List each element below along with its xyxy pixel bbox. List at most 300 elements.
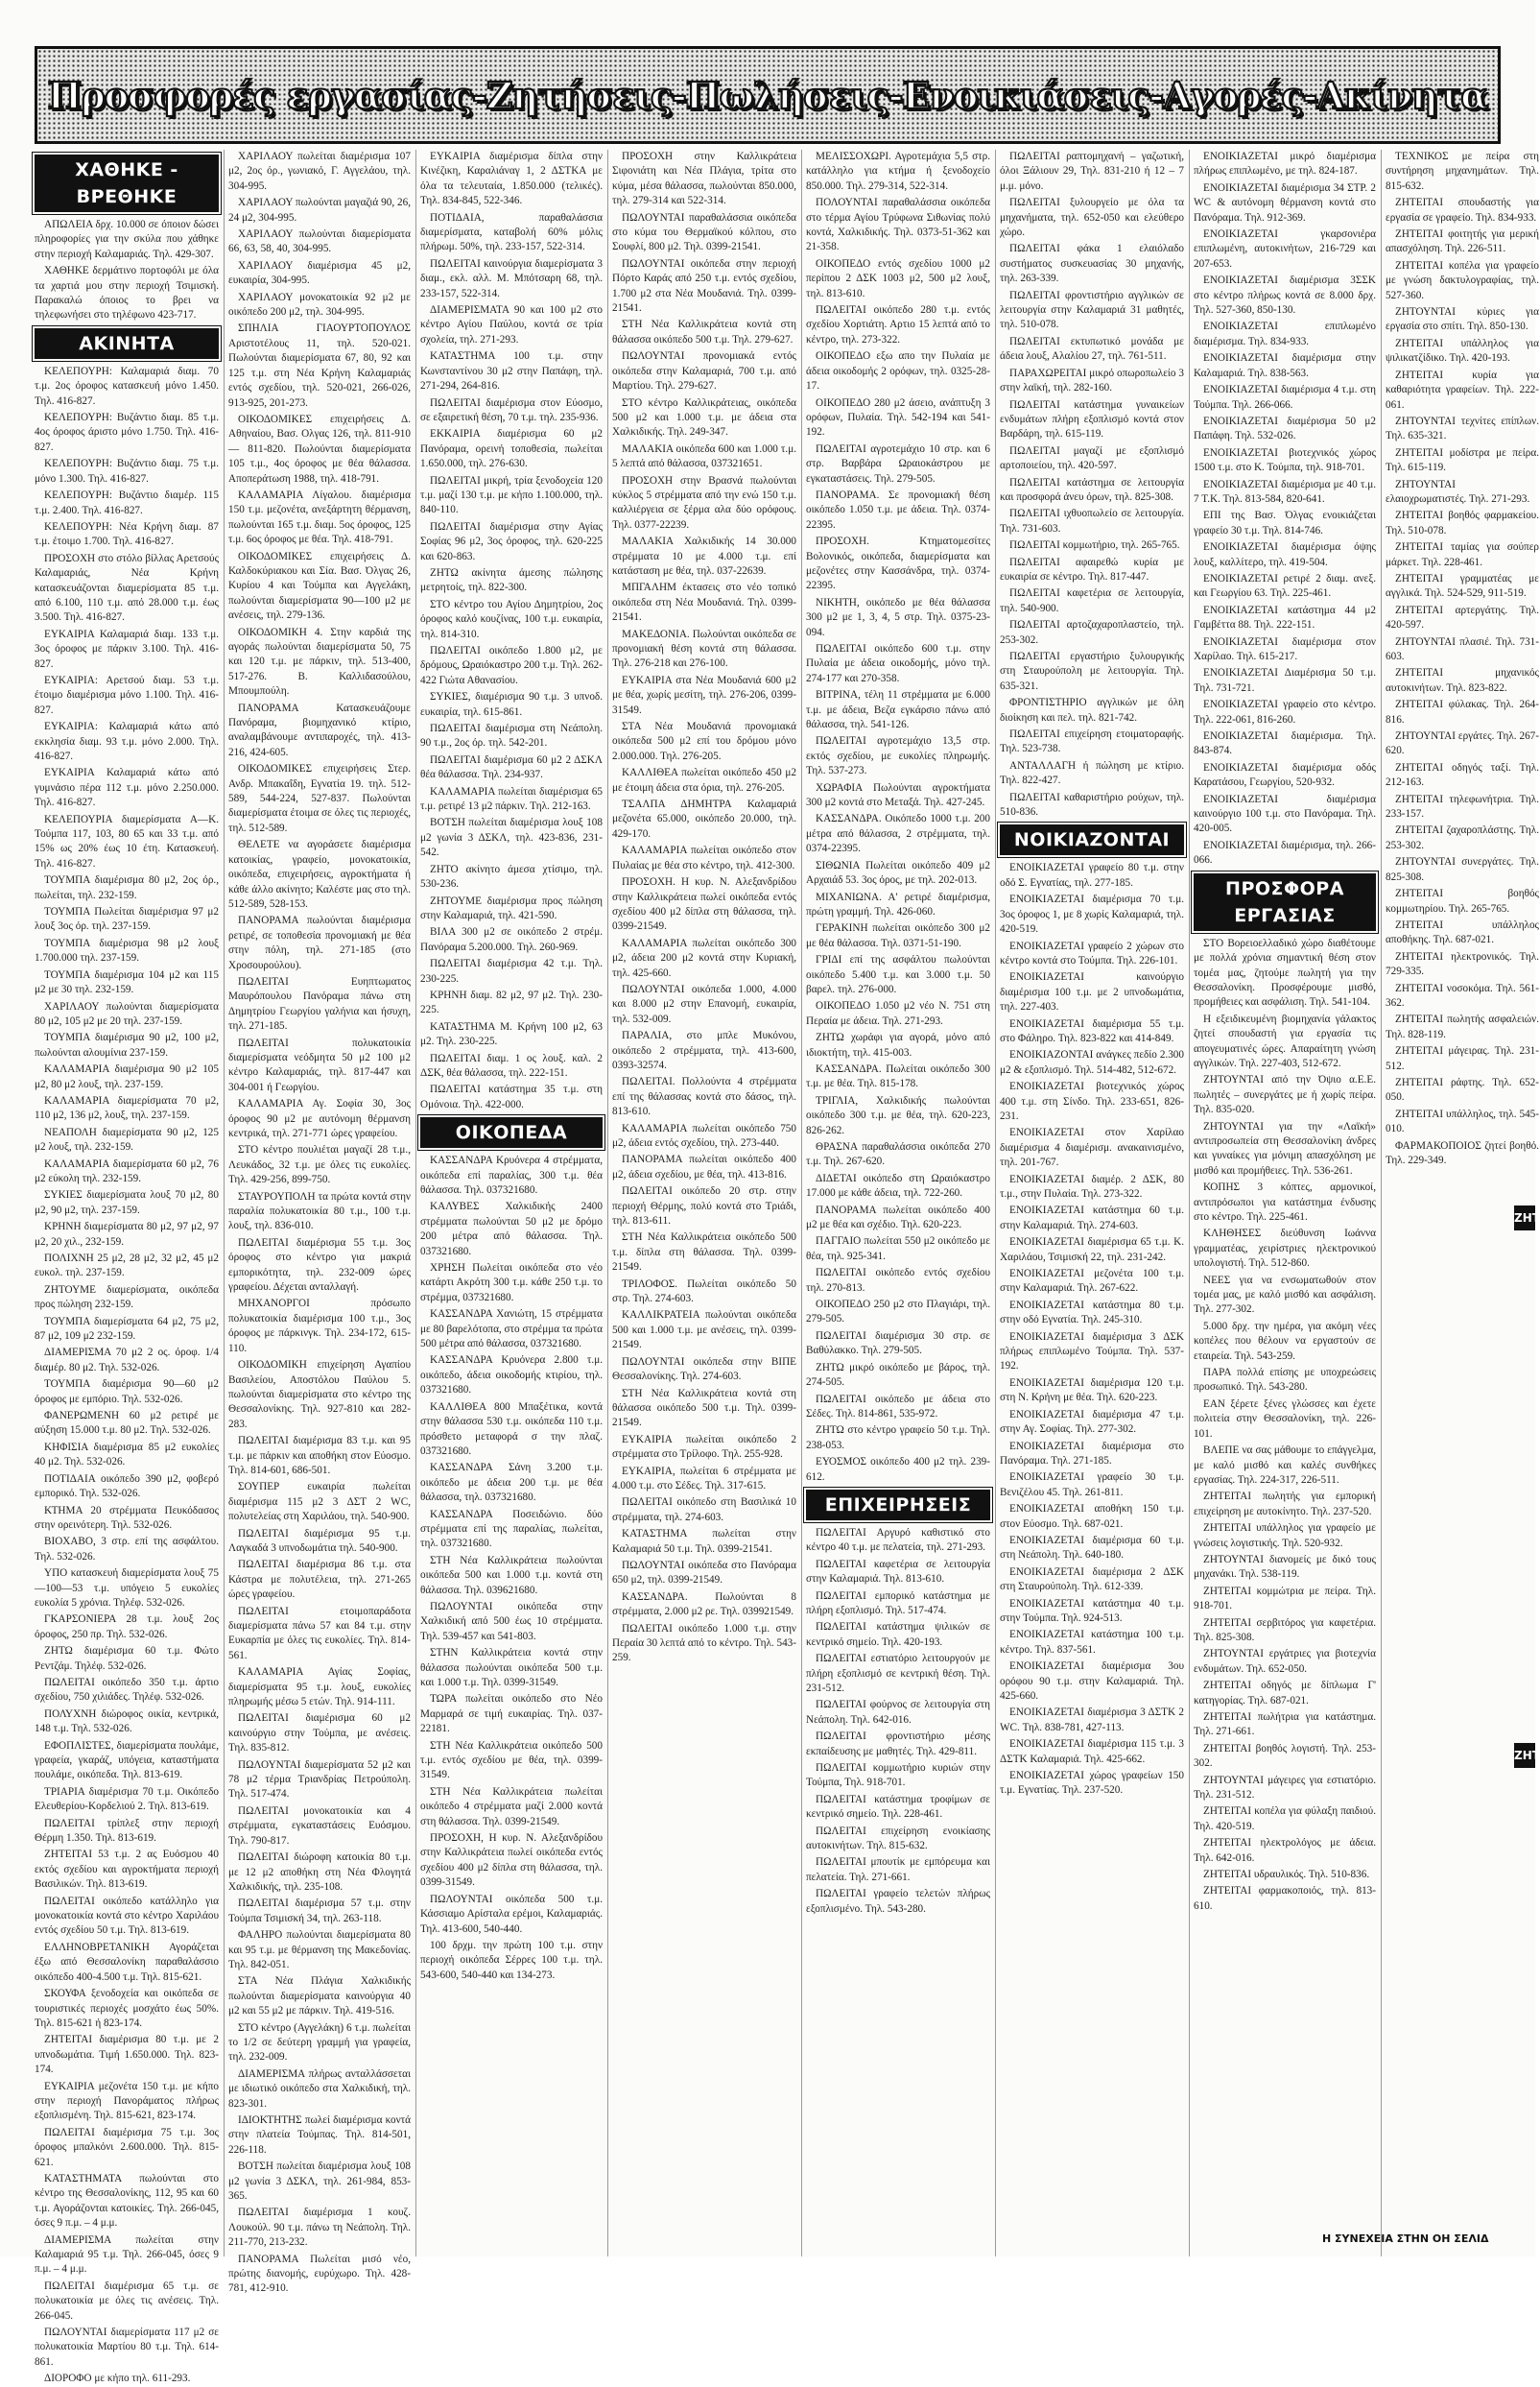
- classified-ad: ΚΑΛΑΜΑΡΙΑ πωλείται οικόπεδο 750 μ2, άδεια εντός σχεδίου, τηλ. 273-440.: [612, 1122, 796, 1149]
- classified-ad: ΖΗΤΕΙΤΑΙ κομμώτρια με πείρα. Τηλ. 918-701.: [1194, 1585, 1376, 1612]
- classified-ad: ΚΑΛΑΜΑΡΙΑ Αγ. Σοφία 30, 3ος όροφος 90 μ2 με αυτόνομη θέρμανση κεντρικά, τηλ. 271-771 ώρες γραφείου.: [228, 1098, 411, 1139]
- classified-ad: ΠΩΛΕΙΤΑΙ Αργυρό καθιστικό στο κέντρο 40 τ.μ. με πελατεία, τηλ. 271-293.: [806, 1526, 990, 1554]
- classified-ad: ΟΙΚΟΠΕΔΟ 1.050 μ2 νέο Ν. 751 στη Περαία με άδεια. Τηλ. 271-293.: [806, 1000, 990, 1027]
- classified-ad: ΠΩΛΕΙΤΑΙ καφετέρια σε λειτουργία, τηλ. 540-900.: [1000, 587, 1184, 614]
- classified-ad: ΕΑΝ ξέρετε ξένες γλώσσες και έχετε πολιτεία στην Θεσσαλονίκη, τηλ. 226-101.: [1194, 1397, 1376, 1440]
- classified-ad: ΠΡΟΣΟΧΗ. Κτηματομεσίτες Βολονικός, οικόπεδα, διαμερίσματα και μεζονέτες στην Κασσάνδρα, τηλ. 0374-22395.: [806, 536, 990, 592]
- classified-ad: ΠΩΛΟΥΝΤΑΙ οικόπεδα 1.000, 4.000 και 8.000 μ2 στην Επανομή, ευκαιρία, τηλ. 532-009.: [612, 983, 796, 1025]
- classified-ad: ΠΩΛΕΙΤΑΙ καινούργια διαμερίσματα 3 διαμ., εκλ. αλλ. Μ. Μπότσαρη 68, τηλ. 233-157, 522-314.: [420, 257, 603, 299]
- classified-ad: ΠΩΛΟΥΝΤΑΙ παραθαλάσσια οικόπεδα στο κύμα του Θερμαϊκού κόλπου, στο Σουφλί, 800 μ2. Τηλ. 0399-21541.: [612, 211, 796, 253]
- classified-ad: ΤΟΥΜΠΑ διαμέρισμα 90 μ2, 100 μ2, πωλούνται αλουμίνια 237-159.: [35, 1032, 219, 1059]
- classified-ad: ΣΤΗ Νέα Καλλικράτεια πωλούνται οικόπεδα 500 και 1.000 τ.μ. κοντά στη θάλασσα. Τηλ. 039621680.: [420, 1554, 603, 1596]
- classified-ad: ΠΑΡΑΧΩΡΕΙΤΑΙ μικρό οπωροπωλείο 3 στην λαϊκή, τηλ. 282-160.: [1000, 367, 1184, 394]
- classified-ad: ΕΝΟΙΚΙΑΖΕΤΑΙ διαμέρισμα 34 ΣΤΡ. 2 WC & αυτόνομη θέρμανση κοντά στο Πανόραμα. Τηλ. 912-369.: [1194, 181, 1376, 224]
- classified-ad: ΕΥΚΑΙΡΙΑ: Αρετσού διαμ. 53 τ.μ. έτοιμο διαμέρισμα μόνο 1.100. Τηλ. 416-827.: [35, 674, 219, 716]
- classified-ad: ΖΗΤΕΙΤΑΙ ηλεκτρονικός. Τηλ. 729-335.: [1386, 950, 1539, 978]
- classified-ad: ΕΝΟΙΚΙΑΖΕΤΑΙ διαμέρισμα 2 ΔΣΚ στη Σταυρούπολη. Τηλ. 612-339.: [1000, 1565, 1184, 1593]
- classified-ad: ΕΥΚΑΙΡΙΑ, πωλείται 6 στρέμματα με 4.000 τ.μ. στο Σέδες. Τηλ. 317-615.: [612, 1465, 796, 1492]
- classified-ad: ΕΝΟΙΚΙΑΖΕΤΑΙ γκαρσονιέρα επιπλωμένη, αυτοκινήτων, 216-729 και 207-653.: [1194, 228, 1376, 270]
- classified-ad: ΚΕΛΕΠΟΥΡΗ: Βυζάντιο διαμέρ. 115 τ.μ. 2.400. Τηλ. 416-827.: [35, 489, 219, 516]
- classified-ad: ΟΙΚΟΔΟΜΙΚΗ 4. Στην καρδιά της αγοράς πωλούνται διαμερίσματα 50, 75 και 120 τ.μ. με πάρκιν, τηλ. 513-400, 517-276. Β. Καλλιδασούλου, Μπουμπούλη.: [228, 626, 411, 698]
- classified-ad: ΕΝΟΙΚΙΑΖΕΤΑΙ διαμέρισμα 65 τ.μ. Κ. Χαριλάου, Τσιμισκή 22, τηλ. 231-242.: [1000, 1236, 1184, 1263]
- classified-ad: ΣΤΗ Νέα Καλλικράτεια κοντά στη θάλασσα οικόπεδο 500 τ.μ. Τηλ. 0399-21549.: [612, 1387, 796, 1429]
- classified-ad: ΠΩΛΕΙΤΑΙ διαμέρισμα 95 τ.μ. Λαγκαδά 3 υπνοδωμάτια τηλ. 540-900.: [228, 1527, 411, 1554]
- classified-ad: ΚΑΣΣΑΝΔΡΑ. Πωλείται οικόπεδο 300 τ.μ. με θέα. Τηλ. 815-178.: [806, 1062, 990, 1090]
- classified-ad: ΖΗΤΟΥΝΤΑΙ εργάτες. Τηλ. 267-620.: [1386, 730, 1539, 757]
- classified-ad: ΕΝΟΙΚΙΑΖΕΤΑΙ διαμέρισμα στο Πανόραμα. Τηλ. 271-185.: [1000, 1440, 1184, 1467]
- classified-ad: ΤΕΧΝΙΚΟΣ με πείρα στη συντήρηση μηχανημάτων. Τηλ. 815-632.: [1386, 151, 1539, 192]
- continued-note: Η ΣΥΝΕΧΕΙΑ ΣΤΗΝ ΟΗ ΣΕΛΙΔ: [1322, 2232, 1489, 2245]
- section-heading: ΝΟΙΚΙΑΖΟΝΤΑΙ: [1000, 824, 1184, 855]
- classified-ad: ΠΩΛΕΙΤΑΙ διαμ. 1 ος λουξ. καλ. 2 ΔΣΚ, θέα θάλασσα, τηλ. 222-151.: [420, 1052, 603, 1079]
- classified-ad: ΜΑΛΑΚΙΑ Χαλκιδικής 14 30.000 στρέμματα 10 με 4.000 τ.μ. επί κατάσταση με θέα, τηλ. 037-22639.: [612, 536, 796, 577]
- classified-ad: ΕΥΚΑΙΡΙΑ: Καλαμαριά κάτω από εκκλησία διαμ. 93 τ.μ. μόνο 2.000. Τηλ. 416-827.: [35, 721, 219, 762]
- ad-column: [35, 150, 219, 2385]
- classified-ad: ΖΗΤΟΥΝΤΑΙ πλασιέ. Τηλ. 731-603.: [1386, 635, 1539, 662]
- classified-ad: ΚΑΛΑΜΑΡΙΑ Λίγαλου. διαμέρισμα 150 τ.μ. μεζονέτα, ανεξάρτητη θέρμανση, πωλούνται 165 τ.μ. διαμ. 5ος όροφος, 125 τ.μ. 6ος όροφος με θέα. Τηλ. 418-791.: [228, 489, 411, 546]
- classified-ad: ΧΑΡΙΛΑΟΥ πωλούνται διαμερίσματα 66, 63, 58, 40, 304-995.: [228, 228, 411, 255]
- classified-ad: ΖΗΤΟΥΝΤΑΙ από την Όψιο α.Ε.Ε. πωλητές – συνεργάτες με ή χωρίς πείρα. Τηλ. 835-020.: [1194, 1074, 1376, 1116]
- classified-ad: ΕΥΚΑΙΡΙΑ στα Νέα Μουδανιά 600 μ2 με θέα, χωρίς μεσίτη, τηλ. 276-206, 0399-31549.: [612, 674, 796, 716]
- classified-ad: ΣΤΟ κέντρο πουλιέται μαγαζί 28 τ.μ., Λευκάδος, 32 τ.μ. με όλες τις ευκολίες. Τηλ. 429-256, 899-750.: [228, 1144, 411, 1186]
- classified-ad: ΠΩΛΕΙΤΑΙ κομμωτήριο, τηλ. 265-765.: [1009, 539, 1180, 552]
- classified-ad: ΠΩΛΕΙΤΑΙ διαμέρισμα στην Αγίας Σοφίας 96 μ2, 3ος όροφος, τηλ. 620-225 και 620-863.: [420, 520, 603, 562]
- classified-ad: ΕΠΙ της Βασ. Όλγας ενοικιάζεται γραφείο 30 τ.μ. Τηλ. 814-746.: [1194, 510, 1376, 537]
- classified-ad: ΠΩΛΕΙΤΑΙ διαμέρισμα 30 στρ. σε Βαθύλακκο. Τηλ. 279-505.: [806, 1329, 990, 1357]
- classified-ad: ΖΗΤΕΙΤΑΙ πωλητής για εμπορική επιχείρηση με αυτοκίνητο. Τηλ. 237-520.: [1194, 1491, 1376, 1517]
- classified-ad: ΘΡΑΣΝΑ παραθαλάσσια οικόπεδα 270 τ.μ. Τηλ. 267-620.: [806, 1141, 990, 1168]
- classified-ad: ΕΥΟΣΜΟΣ οικόπεδο 400 μ2 τηλ. 239-612.: [806, 1456, 990, 1483]
- classified-ad: ΖΗΤΟΥΝΤΑΙ διανομείς με δικό τους μηχανάκι. Τηλ. 538-119.: [1194, 1553, 1376, 1581]
- classified-ad: ΕΝΟΙΚΙΑΖΕΤΑΙ διαμέρισμα 120 τ.μ. στη Ν. Κρήνη με θέα. Τηλ. 620-223.: [1000, 1376, 1184, 1404]
- classified-ad: ΕΝΟΙΚΙΑΖΕΤΑΙ διαμέρισμα 50 μ2 Παπάφη. Τηλ. 532-026.: [1194, 415, 1376, 442]
- classified-ad: ΠΩΛΕΙΤΑΙ τρίπλεξ στην περιοχή Θέρμη 1.350. Τηλ. 813-619.: [35, 1817, 219, 1845]
- classified-ad: ΕΝΟΙΚΙΑΖΕΤΑΙ διαμέρισμα με 40 τ.μ. 7 Τ.Κ. Τηλ. 813-584, 820-641.: [1194, 478, 1376, 505]
- classified-ad: ΕΥΚΑΙΡΙΑ Καλαμαριά κάτω από γυμνάσιο πέρα 112 τ.μ. μόνο 2.250.000. Τηλ. 416-827.: [35, 767, 219, 809]
- classified-ad: ΔΙΑΜΕΡΙΣΜΑ πωλείται στην Καλαμαριά 95 τ.μ. Τηλ. 266-045, όσες 9 π.μ. – 4 μ.μ.: [35, 2233, 219, 2276]
- classified-ad: ΕΝΟΙΚΙΑΖΕΤΑΙ κατάστημα 40 τ.μ. στην Τούμπα. Τηλ. 924-513.: [1000, 1597, 1184, 1624]
- classified-ad: ΟΙΚΟΔΟΜΙΚΕΣ επιχειρήσεις Δ. Καλδοκύριακου και Σία. Βασ. Όλγας 26, Κυρίου 4 και Τούμπα και Αγγελάκη, πωλούνται διαμερίσματα 90—100 μ2 με ανέσεις, τηλ. 279-136.: [228, 550, 411, 622]
- classified-ad: ΤΟΥΜΠΑ διαμέρισμα 80 μ2, 2ος όρ., πωλείται, τηλ. 232-159.: [35, 874, 219, 901]
- classified-ad: ΓΚΑΡΣΟΝΙΕΡΑ 28 τ.μ. λουξ 2ος όροφος, 250 πρ. Τηλ. 532-026.: [35, 1613, 219, 1640]
- classified-ad: ΠΩΛΕΙΤΑΙ οικόπεδο 1.000 τ.μ. στην Περαία 30 λεπτά από το κέντρο. Τηλ. 543-259.: [612, 1622, 796, 1664]
- classified-ad: ΖΗΤΕΙΤΑΙ αρτεργάτης. Τηλ. 420-597.: [1386, 604, 1539, 632]
- classified-ad: ΠΡΟΣΟΧΗ. Η κυρ. Ν. Αλεξανδρίδου στην Καλλικράτεια πωλεί οικόπεδα εντός σχεδίου 400 μ2 δίπλα στη θάλασσα, τηλ. 0399-21549.: [612, 876, 796, 933]
- classified-ad: ΔΙΔΕΤΑΙ οικόπεδο στη Ωραιόκαστρο 17.000 με κάθε άδεια, τηλ. 722-260.: [806, 1172, 990, 1200]
- classified-ad: ΤΟΥΜΠΑ διαμέρισμα 104 μ2 και 115 μ2 με 30 τηλ. 232-159.: [35, 968, 219, 996]
- classified-ad: ΠΑΝΟΡΑΜΑ Κατασκευάζουμε Πανόραμα, βιομηχανικό κτίριο, αναλαμβάνουμε αντιπαροχές, τηλ. 413-216, 424-605.: [228, 702, 411, 758]
- classified-ad: ΤΟΥΜΠΑ Πωλείται διαμέρισμα 97 μ2 λουξ 3ος όρ. τηλ. 237-159.: [35, 906, 219, 933]
- classified-ad: ΕΝΟΙΚΙΑΖΕΤΑΙ διαμέρισμα στον Χαρίλαο. Τηλ. 615-217.: [1194, 635, 1376, 662]
- classified-ad: ΚΑΛΑΜΑΡΙΑ διαμερίσματα 70 μ2, 110 μ2, 136 μ2, λουξ, τηλ. 237-159.: [35, 1094, 219, 1122]
- classified-ad: ΟΙΚΟΠΕΔΟ εντός σχεδίου 1000 μ2 περίπου 2 ΔΣΚ 1003 μ2, 500 μ2 λουξ, τηλ. 813-610.: [806, 257, 990, 299]
- classified-ad: ΚΑΣΣΑΝΔΡΑ Χανιώτη, 15 στρέμματα με 80 βαρελότοπα, στο στρέμμα τα πρώτα 500 μέτρα από θάλασσα, 037321680.: [420, 1308, 604, 1350]
- classified-ad: ΚΑΣΣΑΝΔΡΑ Ποσειδώνιο. δύο στρέμματα επί της παραλίας, πωλείται, τηλ. 037321680.: [420, 1508, 603, 1550]
- classified-ad: ΖΗΤΕΙΤΑΙ τηλεφωνήτρια. Τηλ. 233-157.: [1386, 793, 1539, 821]
- adjacent-page-edge: [1514, 150, 1540, 2256]
- classified-ad: ΒΙΟΧΑΒΟ, 3 στρ. επί της ασφάλτου. Τηλ. 532-026.: [35, 1536, 219, 1563]
- classified-ad: ΖΗΤΟΥΝΤΑΙ ελαιοχρωματιστές. Τηλ. 271-293.: [1386, 478, 1530, 505]
- classified-ad: ΠΩΛΟΥΝΤΑΙ οικόπεδα στην Χαλκιδική από 500 έως 10 στρέμματα. Τηλ. 539-457 και 541-803.: [420, 1600, 603, 1642]
- classified-ad: ΠΩΛΕΙΤΑΙ ξυλουργείο με όλα τα μηχανήματα, τηλ. 652-050 και ελεύθερο χώρο.: [1000, 197, 1184, 239]
- classified-ad: ΕΛΛΗΝΟΒΡΕΤΑΝΙΚΗ Αγοράζεται έξω από Θεσσαλονίκη παραθαλάσσιο οικόπεδο 400-4.500 τ.μ. Τηλ. 815-621.: [35, 1941, 219, 1983]
- classified-ad: ΚΗΦΙΣΙΑ διαμέρισμα 85 μ2 ευκολίες 40 μ2. Τηλ. 532-026.: [35, 1441, 219, 1468]
- classified-ad: ΚΑΣΣΑΝΔΡΑ. Οικόπεδο 1000 τ.μ. 200 μέτρα από θάλασσα, 2 στρέμματα, τηλ. 0374-22395.: [806, 813, 990, 855]
- classified-ad: ΖΗΤΩ διαμέρισμα 60 τ.μ. Φώτο Ρεντζάμ. Τηλέφ. 532-026.: [35, 1645, 219, 1672]
- classified-ad: ΕΝΟΙΚΙΑΖΕΤΑΙ βιοτεχνικός χώρος 1500 τ.μ. στο Κ. Τούμπα, τηλ. 918-701.: [1194, 446, 1376, 474]
- classified-ad: ΠΑΝΟΡΑΜΑ. Σε προνομιακή θέση οικόπεδο 1.050 τ.μ. με άδεια. Τηλ. 0374-22395.: [806, 489, 990, 531]
- section-heading: ΧΑΘΗΚΕ - ΒΡΕΘΗΚΕ: [35, 155, 219, 212]
- classified-ad: ΚΑΛΑΜΑΡΙΑ πωλείται διαμέρισμα 65 τ.μ. ρετιρέ 13 μ2 πάρκιν. Τηλ. 212-163.: [420, 785, 603, 813]
- classified-ad: ΠΩΛΕΙΤΑΙ φροντιστήριο αγγλικών σε λειτουργία στην Καλαμαριά 31 μαθητές, τηλ. 510-078.: [1000, 289, 1184, 331]
- classified-ad: ΠΩΛΕΙΤΑΙ διαμέρισμα στη Νεάπολη. 90 τ.μ., 2ος όρ. τηλ. 542-201.: [420, 723, 603, 750]
- classified-ad: ΠΩΛΕΙΤΑΙ επιχείρηση ετοιματοραφής. Τηλ. 523-738.: [1000, 728, 1184, 755]
- classified-ad: ΠΩΛΕΙΤΑΙ αγροτεμάχιο 13,5 στρ. εκτός σχεδίου, με ευκολίες πληρωμής. Τηλ. 537-273.: [806, 735, 990, 777]
- classified-ad: ΖΗΤΕΙΤΑΙ υπάλληλος, τηλ. 545-010.: [1386, 1108, 1539, 1135]
- classified-ad: ΠΟΛΙΧΝΗ 25 μ2, 28 μ2, 32 μ2, 45 μ2 ευκολ. τηλ. 237-159.: [35, 1253, 219, 1279]
- classified-ad: ΠΩΛΕΙΤΑΙ οικόπεδο 280 τ.μ. εντός σχεδίου Χορτιάτη. Αρτιο 15 λεπτά από το κέντρο, τηλ. 273-322.: [806, 304, 990, 346]
- classified-ad: ΖΗΤΟΥΝΤΑΙ συνεργάτες. Τηλ. 825-308.: [1386, 856, 1539, 883]
- classified-ad: ΚΑΣΣΑΝΔΡΑ Κρυόνερα 4 στρέμματα, οικόπεδα επί παραλίας, 300 τ.μ. θέα θάλασσα. Τηλ. 037321680.: [420, 1155, 603, 1196]
- classified-ad: ΠΩΛΕΙΤΑΙ οικόπεδο εντός σχεδίου τηλ. 270-813.: [806, 1267, 990, 1294]
- classified-ad: ΣΤΟ Βορειοελλαδικό χώρο διαθέτουμε με πολλά χρόνια σημαντική θέση στον τομέα μας, ζητούμε πωλητή για την Θεσσαλονίκη. Προσφέρουμε μισθό, προμήθειες και ασφάλιση. Τηλ. 541-104.: [1194, 937, 1376, 1009]
- classified-ad: ΙΔΙΟΚΤΗΤΗΣ πωλεί διαμέρισμα κοντά στην πλατεία Τούμπας. Τηλ. 814-501, 226-118.: [228, 2114, 411, 2156]
- classified-ad: ΒΙΛΑ 300 μ2 σε οικόπεδο 2 στρέμ. Πανόραμα 5.200.000. Τηλ. 260-969.: [420, 926, 603, 953]
- classified-ad: ΖΗΤΕΙΤΑΙ οδηγός με δίπλωμα Γ' κατηγορίας. Τηλ. 687-021.: [1194, 1680, 1376, 1707]
- classified-ad: ΖΗΤΕΙΤΑΙ βοηθός λογιστή. Τηλ. 253-302.: [1194, 1742, 1376, 1770]
- classified-ad: ΠΩΛΕΙΤΑΙ μικρή, τρία ξενοδοχεία 120 τ.μ. μαζί 130 τ.μ. με κήπο 1.100.000, τηλ. 840-110.: [420, 474, 603, 516]
- classified-ad: ΕΝΟΙΚΙΑΖΕΤΑΙ κατάστημα 44 μ2 Γαμβέττα 88. Τηλ. 222-151.: [1194, 604, 1376, 632]
- classified-ad: ΖΗΤΕΙΤΑΙ ζαχαροπλάστης. Τηλ. 253-302.: [1386, 824, 1539, 851]
- classified-ad: ΕΝΟΙΚΙΑΖΕΤΑΙ διαμέρισμα 3 ΔΣΚ πλήρως επιπλωμένο Τούμπα. Τηλ. 537-192.: [1000, 1330, 1184, 1373]
- classified-ad: ΖΗΤΕΙΤΑΙ μάγειρας. Τηλ. 231-512.: [1386, 1045, 1539, 1072]
- classified-ad: ΚΑΤΑΣΤΗΜΑ Μ. Κρήνη 100 μ2, 63 μ2. Τηλ. 230-225.: [420, 1020, 603, 1048]
- classified-ad: ΖΗΤΕΙΤΑΙ διαμέρισμα 80 τ.μ. με 2 υπνοδωμάτια. Τιμή 1.650.000. Τηλ. 823-174.: [35, 2034, 219, 2076]
- classified-ad: ΝΕΑΠΟΛΗ διαμερίσματα 90 μ2, 125 μ2 λουξ, τηλ. 232-159.: [35, 1126, 219, 1154]
- classified-ad: ΚΑΛΛΙΚΡΑΤΕΙΑ πωλούνται οικόπεδα 500 και 1.000 τ.μ. με ανέσεις, τηλ. 0399-21549.: [612, 1309, 796, 1351]
- column-rule: [415, 150, 416, 2256]
- classified-ad: ΠΑΝΟΡΑΜΑ πωλούνται διαμέρισμα ρετιρέ, σε τοποθεσία προνομιακή με θέα στην πόλη, τηλ. 271-185 (στο Χροσουρούλου).: [228, 915, 411, 971]
- classified-ad: ΖΗΤΕΙΤΑΙ μοδίστρα με πείρα. Τηλ. 615-119.: [1386, 446, 1539, 474]
- classified-ad: ΠΩΛΕΙΤΑΙ πολυκατοικία διαμερίσματα νεόδμητα 50 μ2 100 μ2 κέντρο Καλαμαριάς, τηλ. 817-447 και 304-001 ή Γεωργίου.: [228, 1037, 411, 1093]
- classified-ad: ΕΥΚΑΙΡΙΑ διαμέρισμα δίπλα στην Κινέζικη, Καραλιάναγ 1, 2 ΔΣΤΚΑ με όλα τα τελευταία, 1.850.000 (τελικές). Τηλ. 834-845, 522-346.: [420, 151, 603, 207]
- classified-ad: ΕΝΟΙΚΙΑΖΕΤΑΙ διαμέρισμα όψης λουξ, καλλίτερο, τηλ. 419-504.: [1194, 541, 1376, 568]
- classified-ad: ΣΤΟ κέντρο (Αγγελάκη) 6 τ.μ. πωλείται το 1/2 σε δεύτερη γραμμή για γραφεία, τηλ. 232-009.: [228, 2021, 411, 2064]
- classified-ad: ΚΕΛΕΠΟΥΡΗ: Βυζάντιο διαμ. 75 τ.μ. μόνο 1.300. Τηλ. 416-827.: [35, 458, 219, 485]
- classified-columns: [35, 150, 1539, 2385]
- classified-ad: ΜΑΛΑΚΙΑ οικόπεδα 600 και 1.000 τ.μ. 5 λεπτά από θάλασσα, 037321651.: [612, 442, 796, 470]
- classified-ad: ΕΝΟΙΚΙΑΖΕΤΑΙ αποθήκη 150 τ.μ. στον Εύοσμο. Τηλ. 687-021.: [1000, 1503, 1184, 1530]
- classified-ad: ΖΗΤΕΙΤΑΙ ράφτης. Τηλ. 652-050.: [1386, 1076, 1539, 1104]
- classified-ad: ΕΝΟΙΚΙΑΖΕΤΑΙ στον Χαρίλαο διαμέρισμα 4 διαμέρισμ. ανακαινισμένο, τηλ. 201-767.: [1000, 1127, 1184, 1169]
- classified-ad: ΦΡΟΝΤΙΣΤΗΡΙΟ αγγλικών με όλη διοίκηση και πελ. τηλ. 821-742.: [1000, 697, 1184, 724]
- ad-column: [1194, 150, 1376, 2256]
- classified-ad: ΕΝΟΙΚΙΑΖΕΤΑΙ ρετιρέ 2 διαμ. ανεξ. και Γεωργίου 63. Τηλ. 225-461.: [1194, 572, 1376, 600]
- classified-ad: ΚΑΛΛΙΘΕΑ πωλείται οικόπεδο 450 μ2 με έτοιμη άδεια στα όρια, τηλ. 276-205.: [612, 767, 796, 794]
- classified-ad: ΠΩΛΕΙΤΑΙ φάκα 1 ελαιόλαδο συστήματος συσκευασίας 30 μηχανής, τηλ. 263-339.: [1000, 243, 1184, 285]
- classified-ad: ΕΝΟΙΚΙΑΖΕΤΑΙ γραφείο 80 τ.μ. στην οδό Σ. Εγνατίας, τηλ. 277-185.: [1000, 862, 1184, 889]
- classified-ad: ΠΡΟΣΟΧΗ, Η κυρ. Ν. Αλεξανδρίδου στην Καλλικράτεια πωλεί οικόπεδα εντός σχεδίου 400 μ2 δίπλα στη θάλασσα, τηλ. 0399-31549.: [420, 1832, 603, 1889]
- classified-ad: ΕΥΚΑΙΡΙΑ μεζονέτα 150 τ.μ. με κήπο στην περιοχή Πανοράματος πλήρως εξοπλισμένη. Τηλ. 815-621, 823-174.: [35, 2080, 219, 2122]
- classified-ad: ΖΗΤΕΙΤΑΙ σερβιτόρος για καφετέρια. Τηλ. 825-308.: [1194, 1616, 1376, 1643]
- classified-ad: ΟΙΚΟΠΕΔΟ 280 μ2 άσειο, ανάπτυξη 3 ορόφων, Πυλαία. Τηλ. 542-194 και 541-192.: [806, 396, 990, 439]
- classified-ad: ΣΥΚΙΕΣ, διαμέρισμα 90 τ.μ. 3 υπνοδ. ευκαιρία, τηλ. 615-861.: [420, 691, 603, 718]
- classified-ad: ΣΤΗ Νέα Καλλικράτεια κοντά στη θάλασσα οικόπεδο 500 τ.μ. Τηλ. 279-627.: [612, 319, 796, 346]
- classified-ad: ΜΠΓΑΛΗΜ έκτασεις στο νέο τοπικό οικόπεδα στη Νέα Μουδανιά. Τηλ. 0399-21541.: [612, 582, 796, 624]
- classified-ad: ΣΤΑ Νέα Μουδανιά προνομιακά οικόπεδα 500 μ2 επί του δρόμου μόνο 2.000.000. Τηλ. 276-205.: [612, 721, 796, 762]
- classified-ad: ΧΑΡΙΛΑΟΥ μονοκατοικία 92 μ2 με οικόπεδο 200 μ2, τηλ. 304-995.: [228, 291, 411, 319]
- classified-ad: ΖΗΤΕΙΤΑΙ ηλεκτρολόγος με άδεια. Τηλ. 642-016.: [1194, 1837, 1376, 1864]
- classified-ad: ΠΩΛΕΙΤΑΙ διαμέρισμα 60 μ2 καινούργιο στην Τούμπα, με ανέσεις. Τηλ. 835-812.: [228, 1712, 411, 1754]
- classified-ad: ΚΕΛΕΠΟΥΡΙΑ διαμερίσματα Α—Κ. Τούμπα 117, 103, 80 65 και 33 τ.μ. από 15% ως 20% έως 10 έτη. Κατασκευή. Τηλ. 416-827.: [35, 813, 219, 870]
- classified-ad: ΕΝΟΙΚΙΑΖΕΤΑΙ διαμέρισμα 3ΣΣΚ στο κέντρο πλήρως κοντά σε 8.000 δρχ. Τηλ. 527-360, 850-130.: [1194, 275, 1376, 317]
- column-rule: [1381, 150, 1382, 2256]
- classified-ad: ΠΑΝΟΡΑΜΑ πωλείται οικόπεδο 400 μ2, άδεια σχεδίου, με θέα, τηλ. 413-816.: [612, 1154, 796, 1181]
- classified-ad: ΟΙΚΟΔΟΜΙΚΗ επιχείρηση Αγαπίου Βασιλείου, Αποστόλου Παύλου 5. πωλούνται διαμερίσματα στο κέντρο της Θεσσαλονίκης. Τηλ. 927-810 και 282-283.: [228, 1359, 411, 1430]
- classified-ad: ΖΗΤΕΙΤΑΙ υπάλληλος για ψιλικατζίδικο. Τηλ. 420-193.: [1386, 337, 1539, 365]
- classified-ad: ΠΑΝΟΡΑΜΑ Πωλείται μισό νέο, πρώτης διανομής, ευρύχωρο. Τηλ. 428-781, 412-910.: [228, 2253, 411, 2295]
- classified-ad: ΒΙΤΡΙΝΑ, τέλη 11 στρέμματα με 6.000 τ.μ. με άδεια, Βεζα εγκάρσιο πάνω από θάλασσα, τηλ. 541-126.: [806, 689, 990, 731]
- classified-ad: ΕΝΟΙΚΙΑΖΕΤΑΙ γραφείο στο κέντρο. Τηλ. 222-061, 816-260.: [1194, 699, 1376, 726]
- classified-ad: ΝΙΚΗΤΗ, οικόπεδο με θέα θάλασσα 300 μ2 με 1, 3, 4, 5 στρ. Τηλ. 0375-23-094.: [806, 596, 990, 638]
- classified-ad: ΕΝΟΙΚΙΑΖΕΤΑΙ γραφείο 2 χώρων στο κέντρο κοντά στο Τούμπα. Τηλ. 226-101.: [1000, 940, 1184, 967]
- classified-ad: ΖΗΤΕΙΤΑΙ γραμματέας με αγγλικά. Τηλ. 524-529, 911-519.: [1386, 572, 1539, 600]
- classified-ad: ΠΩΛΕΙΤΑΙ ετοιμοπαράδοτα διαμερίσματα πάνω 57 και 84 τ.μ. στην Ευκαρπία με όλες τις ευκολίες. Τηλ. 814-561.: [228, 1605, 411, 1661]
- classified-ad: ΠΩΛΕΙΤΑΙ γραφείο τελετών πλήρως εξοπλισμένο. Τηλ. 543-280.: [806, 1888, 990, 1915]
- classified-ad: ΕΝΟΙΚΙΑΖΕΤΑΙ διαμέρισμα οδός Καρατάσου, Γεωργίου, 520-932.: [1194, 761, 1376, 789]
- classified-ad: ΠΩΛΟΥΝΤΑΙ οικόπεδα στο Πανόραμα 650 μ2, τηλ. 0399-21549.: [612, 1559, 796, 1587]
- classified-ad: ΔΙΑΜΕΡΙΣΜΑ πλήρως ανταλλάσσεται με ιδιωτικό οικόπεδο στα Χαλκιδική, τηλ. 823-301.: [228, 2067, 411, 2110]
- classified-ad: ΣΤΗΝ Καλλικράτεια κοντά στην θάλασσα πωλούνται οικόπεδα 500 τ.μ. και 1.000 τ.μ. Τηλ. 0399-31549.: [420, 1647, 603, 1688]
- classified-ad: 100 δρχμ. την πρώτη 100 τ.μ. στην περιοχή οικόπεδα Σέρρες 100 τ.μ. τηλ. 543-600, 540-440 και 134-273.: [420, 1939, 603, 1981]
- classified-ad: ΖΗΤΕΙΤΑΙ βοηθός φαρμακείου. Τηλ. 510-078.: [1386, 510, 1539, 537]
- classified-ad: ΠΩΛΕΙΤΑΙ οικόπεδο 350 τ.μ. άρτιο σχεδίου, 750 χιλιάδες. Τηλέφ. 532-026.: [35, 1676, 219, 1704]
- classified-ad: ΖΗΤΟΥΝΤΑΙ εργάτριες για βιοτεχνία ενδυμάτων. Τηλ. 652-050.: [1194, 1648, 1376, 1675]
- classified-ad: ΕΝΟΙΚΙΑΖΕΤΑΙ κατάστημα 80 τ.μ. στην οδό Εγνατία. Τηλ. 245-310.: [1000, 1299, 1184, 1326]
- classified-ad: ΠΟΛΟΥΝΤΑΙ παραθαλάσσια οικόπεδα στο τέρμα Αγίου Τρύφωνα Σιθωνίας πολύ κοντά, Χαλκιδικής. Τηλ. 0373-51-362 και 21-358.: [806, 197, 990, 253]
- classified-ad: ΓΕΡΑΚΙΝΗ πωλείται οικόπεδο 300 μ2 με θέα θάλασσα. Τηλ. 0371-51-190.: [806, 922, 990, 949]
- classified-ad: ΚΛΗΘΗΣΕΣ διεύθυνση Ιωάννα γραμματέας, χειρίστριες ηλεκτρονικού υπολογιστή. Τηλ. 512-860.: [1194, 1228, 1376, 1270]
- classified-ad: ΤΟΥΜΠΑ διαμερίσματα 64 μ2, 75 μ2, 87 μ2, 109 μ2 232-159.: [35, 1315, 219, 1343]
- classified-ad: ΒΟΤΣΗ πωλείται διαμέρισμα λουξ 108 μ2 γωνία 3 ΔΣΚΛ, τηλ. 423-836, 231-542.: [420, 817, 603, 859]
- classified-ad: ΖΗΤΟ ακίνητο άμεσα χτίσιμο, τηλ. 530-236.: [420, 863, 603, 891]
- classified-ad: ΟΙΚΟΠΕΔΟ εξω απο την Πυλαία με άδεια οικοδομής 2 ορόφων, τηλ. 0325-28-17.: [806, 350, 990, 393]
- classified-ad: 5.000 δρχ. την ημέρα, για ακόμη νέες κοπέλες που θέλουν να εργαστούν σε εταιρεία. Τηλ. 543-259.: [1194, 1320, 1376, 1362]
- classified-ad: ΖΗΤΕΙΤΑΙ κυρία για καθαριότητα γραφείων. Τηλ. 222-061.: [1386, 369, 1539, 411]
- classified-ad: ΚΑΣΣΑΝΔΡΑ Σάνη 3.200 τ.μ. οικόπεδο με άδεια 200 τ.μ. με θέα θάλασσα, τηλ. 037321680.: [420, 1462, 603, 1504]
- banner-title: Προσφορές εργασίας-Ζητήσεις-Πωλήσεις-Ενοικιάσεις-Αγορές-Ακίνητα: [47, 73, 1488, 117]
- classified-ad: ΠΩΛΕΙΤΑΙ οικόπεδο 600 τ.μ. στην Πυλαία με άδεια οικοδομής, μόνο τηλ. 274-177 και 270-358.: [806, 643, 990, 684]
- edge-heading-tab-2: ΖΗΤ: [1514, 1743, 1535, 1768]
- classified-ad: ΚΑΛΑΜΑΡΙΑ διαμέρισμα 90 μ2 105 μ2, 80 μ2 λουξ, τηλ. 237-159.: [35, 1063, 219, 1090]
- classified-ad: ΠΩΛΕΙΤΑΙ κατάστημα τροφίμων σε κεντρικό σημείο. Τηλ. 228-461.: [806, 1793, 990, 1821]
- classified-ad: ΣΤΑ Νέα Πλάγια Χαλκιδικής πωλούνται διαμερίσματα καινούργια 40 μ2 και 55 μ2 με πάρκιν. Τηλ. 419-516.: [228, 1975, 411, 2017]
- classified-ad: ΕΝΟΙΚΙΑΖΕΤΑΙ διαμέρισμα στην Καλαμαριά. Τηλ. 838-563.: [1194, 352, 1376, 379]
- classified-ad: ΖΗΤΕΙΤΑΙ νοσοκόμα. Τηλ. 561-362.: [1386, 982, 1539, 1009]
- classified-ad: ΖΗΤΕΙΤΑΙ φαρμακοποιός, τηλ. 813-610.: [1194, 1885, 1376, 1912]
- classified-ad: ΜΗΧΑΝΟΡΓΟΙ πρόσωπο πολυκατοικία διαμέρισμα 100 τ.μ., 3ος όροφος με πάρκινγκ. Τηλ. 234-172, 615-110.: [228, 1298, 411, 1354]
- ad-column: [806, 150, 990, 2256]
- classified-ad: ΠΩΛΕΙΤΑΙ οικόπεδο με άδεια στο Σέδες. Τηλ. 814-861, 535-972.: [806, 1393, 990, 1420]
- classified-ad: ΕΝΟΙΚΙΑΖΕΤΑΙ διαμέρισμα 3 ΔΣΤΚ 2 WC. Τηλ. 838-781, 427-113.: [1000, 1707, 1184, 1733]
- classified-ad: ΕΝΟΙΚΙΑΖΕΤΑΙ διαμέρισμα 4 τ.μ. στη Τούμπα. Τηλ. 266-066.: [1194, 384, 1376, 411]
- classified-ad: ΕΝΟΙΚΙΑΖΕΤΑΙ επιπλωμένο διαμέρισμα. Τηλ. 834-933.: [1194, 321, 1376, 347]
- classified-ad: ΠΩΛΕΙΤΑΙ διαμέρισμα στον Εύοσμο, σε εξαιρετική θέση, 70 τ.μ. τηλ. 235-936.: [420, 396, 603, 423]
- classified-ad: ΕΥΚΑΙΡΙΑ Καλαμαριά διαμ. 133 τ.μ. 3ος όροφος με πάρκιν 3.100. Τηλ. 416-827.: [35, 628, 219, 670]
- classified-ad: ΠΩΛΕΙΤΑΙ διαμέρισμα 55 τ.μ. 3ος όροφος στο κέντρο για μακριά εμπορικότητα, τηλ. 232-009 ώρες γραφείου. Δέχεται ανταλλαγή.: [228, 1236, 411, 1294]
- classified-ad: ΖΗΤΕΙΤΑΙ οδηγός ταξί. Τηλ. 212-163.: [1386, 761, 1539, 789]
- classified-ad: ΖΗΤΕΙΤΑΙ πωλήτρια για κατάστημα. Τηλ. 271-661.: [1194, 1711, 1376, 1738]
- classified-ad: ΑΠΩΛΕΙΑ δρχ. 10.000 σε όποιον δώσει πληροφορίες για την σκύλα που χάθηκε στην περιοχή Καλαμαριάς. Τηλ. 429-307.: [35, 219, 219, 260]
- classified-ad: ΠΩΛΕΙΤΑΙ διαμέρισμα 75 τ.μ. 3ος όροφος μπαλκόνι 2.600.000. Τηλ. 815-621.: [35, 2126, 219, 2168]
- classified-ad: ΠΩΛΟΥΝΤΑΙ προνομιακά εντός οικόπεδα στην Καλαμαριά, 700 τ.μ. από Μαρτίου. Τηλ. 279-627.: [612, 350, 796, 393]
- classified-ad: ΖΗΤΟΥΝΤΑΙ κύριες για εργασία στο σπίτι. Τηλ. 850-130.: [1386, 306, 1539, 333]
- classified-ad: ΔΙΟΡΟΦΟ με κήπο τηλ. 611-293.: [44, 2373, 191, 2385]
- section-heading: ΟΙΚΟΠΕΔΑ: [420, 1117, 603, 1148]
- classified-ad: ΠΟΤΙΔΑΙΑ, παραθαλάσσια διαμερίσματα, καταβολή 60% μόλις πλήρωμ. 50%, τηλ. 233-157, 522-314.: [420, 211, 603, 253]
- classified-ad: ΓΡΙΔΙ επί της ασφάλτου πωλούνται οικόπεδο 5.400 τ.μ. και 3.000 τ.μ. 50 βαρελ. τηλ. 276-000.: [806, 954, 990, 995]
- classified-ad: ΖΗΤΕΙΤΑΙ 53 τ.μ. 2 ας Ευόσμου 40 εκτός σχεδίου και αγροκτήματα περιοχή Βασιλικών. Τηλ. 813-619.: [35, 1849, 219, 1891]
- classified-ad: ΑΝΤΑΛΛΑΓΗ ή πώληση με κτίριο. Τηλ. 822-427.: [1000, 759, 1184, 787]
- classified-ad: ΧΑΡΙΛΑΟΥ πωλούνται διαμερίσματα 80 μ2, 105 μ2 με 20 τηλ. 237-159.: [35, 1000, 219, 1027]
- classified-ad: ΠΩΛΕΙΤΑΙ οικόπεδο κατάλληλο για μονοκατοικία κοντά στο κέντρο Χαριλάου εντός σχεδίου 50 τ.μ. Τηλ. 813-619.: [35, 1895, 219, 1937]
- classified-ad: ΠΩΛΕΙΤΑΙ φούρνος σε λειτουργία στη Νεάπολη. Τηλ. 642-016.: [806, 1699, 990, 1726]
- classified-ad: ΕΝΟΙΚΙΑΖΕΤΑΙ μικρό διαμέρισμα πλήρως επιπλωμένο, με τηλ. 824-187.: [1194, 151, 1376, 178]
- classified-ad: ΕΝΟΙΚΙΑΖΕΤΑΙ βιοτεχνικός χώρος 400 τ.μ. στη Σίνδο. Τηλ. 233-651, 826-231.: [1000, 1081, 1184, 1122]
- classified-ad: ΕΝΟΙΚΙΑΖΕΤΑΙ διαμέρισμα καινούργιο 100 τ.μ. στο Πανόραμα. Τηλ. 420-005.: [1194, 793, 1376, 835]
- section-heading: ΑΚΙΝΗΤΑ: [35, 328, 219, 359]
- column-rule: [801, 150, 802, 2256]
- classified-ad: ΤΡΙΑΡΙΑ διαμέρισμα 70 τ.μ. Οικόπεδο Ελευθερίου-Κορδελιού 2. Τηλ. 813-619.: [35, 1785, 219, 1813]
- classified-ad: ΘΕΛΕΤΕ να αγοράσετε διαμέρισμα κατοικίας, γραφείο, μονοκατοικία, οικόπεδα, επιχειρήσεις, αγροκτήματα ή κάθε άλλο ακίνητο; Καλέστε μας στο τηλ. 512-589, 528-153.: [228, 839, 411, 910]
- classified-ad: ΕΥΚΑΙΡΙΑ πωλείται οικόπεδο 2 στρέμματα στο Τρίλοφο. Τηλ. 255-928.: [612, 1433, 796, 1461]
- classified-ad: ΧΑΡΙΛΑΟΥ πωλούνται μαγαζιά 90, 26, 24 μ2, 304-995.: [228, 197, 411, 224]
- classified-ad: ΤΟΥΜΠΑ διαμέρισμα 90—60 μ2 όροφος με εμπόριο. Τηλ. 532-026.: [35, 1378, 219, 1405]
- classified-ad: ΚΑΛΑΜΑΡΙΑ πωλείται οικόπεδο 300 μ2, άδεια 200 μ2 κοντά στην Κυριακή, τηλ. 425-660.: [612, 937, 796, 979]
- classified-ad: ΕΝΟΙΚΙΑΖΕΤΑΙ διαμέρισμα. Τηλ. 843-874.: [1194, 730, 1376, 757]
- classified-ad: ΖΗΤΕΙΤΑΙ κοπέλα για φύλαξη παιδιού. Τηλ. 420-519.: [1194, 1805, 1376, 1832]
- classified-ad: ΕΝΟΙΚΙΑΖΕΤΑΙ διαμέρισμα 115 τ.μ. 3 ΔΣΤΚ Καλαμαριά. Τηλ. 425-662.: [1000, 1738, 1184, 1765]
- classified-ad: ΜΑΚΕΔΟΝΙΑ. Πωλούνται οικόπεδα σε προνομιακή θέση κοντά στη θάλασσα. Τηλ. 276-218 και 276-100.: [612, 628, 796, 670]
- classified-ad: ΠΩΛΕΙΤΑΙ διαμέρισμα 57 τ.μ. στην Τούμπα Τσιμισκή 34, τηλ. 263-118.: [228, 1898, 411, 1924]
- classified-ad: ΚΕΛΕΠΟΥΡΗ: Νέα Κρήνη διαμ. 87 τ.μ. έτοιμο 1.700. Τηλ. 416-827.: [35, 520, 219, 548]
- classified-ad: ΒΛΕΠΕ να σας μάθουμε το επάγγελμα, με καλό μισθό και καλές συνθήκες εργασίας. Τηλ. 224-317, 226-511.: [1194, 1444, 1376, 1486]
- classified-ad: ΠΩΛΕΙΤΑΙ μαγαζί με εξοπλισμό αρτοποιείου, τηλ. 420-597.: [1000, 444, 1184, 472]
- classified-ad: ΝΕΕΣ για να ενσωματωθούν στον τομέα μας, με καλό μισθό και ασφάλιση. Τηλ. 277-302.: [1194, 1274, 1376, 1316]
- classified-ad: ΠΩΛΕΙΤΑΙ κατάστημα γυναικείων ενδυμάτων πλήρη εξοπλισμό κοντά στον Βαρδάρη, τηλ. 615-119.: [1000, 398, 1184, 441]
- section-heading: ΕΠΙΧΕΙΡΗΣΕΙΣ: [806, 1490, 990, 1520]
- classified-ad: ΚΡΗΝΗ διαμ. 82 μ2, 97 μ2. Τηλ. 230-225.: [420, 989, 603, 1016]
- classified-ad: ΟΙΚΟΔΟΜΙΚΕΣ επιχειρήσεις Δ. Αθηναίου, Βασ. Ολγας 126, τηλ. 811-910 — 811-820. Πωλούνται διαμερίσματα 105 τ.μ., 4ος όροφος με θέα θάλασσα. Αποπεράτωση 1988, τηλ. 418-791.: [228, 413, 411, 485]
- classified-ad: ΖΗΤΟΥΝΤΑΙ μάγειρες για εστιατόριο. Τηλ. 231-512.: [1194, 1774, 1376, 1802]
- classified-ad: ΠΡΟΣΟΧΗ στην Καλλικράτεια Σιφονιάτη και Νέα Πλάγια, τρίτα στο κύμα, μέσα θάλασσα, πωλούνται 850.000, τηλ. 279-314 και 522-314.: [612, 151, 796, 207]
- classified-ad: ΚΑΛΛΙΘΕΑ 800 Μπαξέτικα, κοντά στην θάλασσα 530 τ.μ. οικόπεδα 110 τ.μ. πρόσθετο μεταφορά σ την πλαζ. 037321680.: [420, 1400, 603, 1457]
- classified-ad: ΕΝΟΙΚΙΑΖΕΤΑΙ Διαμέρισμα 50 τ.μ. Τηλ. 731-721.: [1194, 667, 1376, 694]
- classified-ad: ΤΩΡΑ πωλείται οικόπεδο στο Νέο Μαρμαρά σε τιμή ευκαιρίας. Τηλ. 037-22181.: [420, 1693, 603, 1735]
- classified-ad: ΠΩΛΟΥΝΤΑΙ οικόπεδα στην ΒΙΠΕ Θεσσαλονίκης. Τηλ. 274-603.: [612, 1355, 796, 1383]
- classified-ad: ΣΥΚΙΕΣ διαμερίσματα λουξ 70 μ2, 80 μ2, 90 μ2, τηλ. 237-159.: [35, 1189, 219, 1216]
- classified-ad: ΦΑΛΗΡΟ πωλούνται διαμερίσματα 80 και 95 τ.μ. με θέρμανση της Μακεδονίας. Τηλ. 842-051.: [228, 1929, 411, 1970]
- classified-ad: ΦΑΝΕΡΩΜΕΝΗ 60 μ2 ρετιρέ με αύξηση 15.000 τ.μ. 80 μ2. Τηλ. 532-026.: [35, 1410, 219, 1437]
- classified-ad: ΦΑΡΜΑΚΟΠΟΙΟΣ ζητεί βοηθό. Τηλ. 229-349.: [1386, 1139, 1539, 1166]
- classified-ad: ΕΝΟΙΚΙΑΖΕΤΑΙ γραφείο 30 τ.μ. Βενιζέλου 45. Τηλ. 261-811.: [1000, 1471, 1184, 1498]
- classified-ad: ΠΩΛΕΙΤΑΙ καθαριστήριο ρούχων, τηλ. 510-836.: [1000, 791, 1184, 819]
- classified-ad: ΖΗΤΕΙΤΑΙ υπάλληλος αποθήκης. Τηλ. 687-021.: [1386, 919, 1539, 946]
- classified-ad: ΜΙΧΑΝΙΩΝΑ. Α' ρετιρέ διαμέρισμα, πρώτη γραμμή. Τηλ. 426-060.: [806, 891, 990, 918]
- classified-ad: ΚΑΛΑΜΑΡΙΑ διαμερίσματα 60 μ2, 76 μ2 εύκολη τηλ. 232-159.: [35, 1158, 219, 1184]
- classified-ad: ΕΝΟΙΚΙΑΖΕΤΑΙ διαμέρισμα, τηλ. 266-066.: [1194, 839, 1376, 867]
- classified-ad: ΖΗΤΟΥΜΕ διαμέρισμα προς πώληση στην Καλαμαριά, τηλ. 421-590.: [420, 895, 603, 921]
- classifieds-banner: [35, 46, 1501, 144]
- classified-ad: ΖΗΤΕΙΤΑΙ υδραυλικός. Τηλ. 510-836.: [1203, 1869, 1370, 1881]
- classified-ad: ΖΗΤΕΙΤΑΙ σπουδαστής για εργασία σε γραφείο. Τηλ. 834-933.: [1386, 197, 1539, 224]
- classified-ad: ΠΩΛΕΙΤΑΙ ιχθυοπωλείο σε λειτουργία. Τηλ. 731-603.: [1000, 508, 1184, 535]
- classified-ad: ΠΩΛΟΥΝΤΑΙ οικόπεδα 500 τ.μ. Κάσσιαμο Αρίσταλα ερέμοι, Καλαμαριάς. Τηλ. 413-600, 540-440.: [420, 1893, 603, 1935]
- classified-ad: ΚΑΛΥΒΕΣ Χαλκιδικής 2400 στρέμματα πωλούνται 50 μ2 με δρόμο 200 μέτρα από θάλασσα. Τηλ. 037321680.: [420, 1201, 603, 1257]
- classified-ad: ΚΑΛΑΜΑΡΙΑ Αγίας Σοφίας, διαμερίσματα 95 τ.μ. λουξ, ευκολίες πληρωμής μέσω 5 ετών. Τηλ. 914-111.: [228, 1666, 411, 1708]
- classified-ad: ΠΩΛΕΙΤΑΙ Ευηπτωματος Μαυρόπουλου Πανόραμα πάνω στη Δημητρίου Γεωργίου γαλήνια και ήσυχη, τηλ. 271-185.: [228, 975, 411, 1033]
- classified-ad: ΣΤΗ Νέα Καλλικράτεια οικόπεδο 500 τ.μ. δίπλα στη θάλασσα. Τηλ. 0399-21549.: [612, 1231, 796, 1274]
- classified-ad: ΕΝΟΙΚΙΑΖΕΤΑΙ διαμέρισμα 3ου ορόφου 90 τ.μ. στην Καλαμαριά. Τηλ. 425-660.: [1000, 1660, 1184, 1702]
- column-rule: [1189, 150, 1190, 2256]
- classified-ad: ΣΟΥΠΕΡ ευκαιρία πωλείται διαμέρισμα 115 μ2 3 ΔΣΤ 2 WC, πολυτελείας στη Χαριλάου, τηλ. 540-900.: [228, 1481, 411, 1523]
- classified-ad: ΣΙΘΩΝΙΑ Πωλείται οικόπεδο 409 μ2 Αρχαιάδ 53. 3ος όρος, με τηλ. 202-013.: [806, 859, 990, 887]
- classified-ad: ΠΩΛΕΙΤΑΙ διαμέρισμα 86 τ.μ. στα Κάστρα με πολυτέλεια, τηλ. 271-265 ώρες γραφείου.: [228, 1559, 411, 1601]
- classified-ad: ΟΙΚΟΠΕΔΟ 250 μ2 στο Πλαγιάρι, τηλ. 279-505.: [806, 1299, 990, 1325]
- classified-ad: ΠΩΛΕΙΤΑΙ αφαιρεθώ κυρία με ευκαιρία σε κέντρο. Τηλ. 817-447.: [1000, 556, 1184, 583]
- classified-ad: ΠΩΛΕΙΤΑΙ εκτυπωτικό μονάδα με άδεια λουξ, Αλαλίου 27, τηλ. 761-511.: [1000, 335, 1184, 363]
- classified-ad: ΣΚΟΥΦΑ ξενοδοχεία και οικόπεδα σε τουριστικές περιοχές μοσχάτο έως 50%. Τηλ. 815-621 ή 823-174.: [35, 1988, 219, 2029]
- classified-ad: ΚΑΣΣΑΝΔΡΑ. Πωλούνται 8 στρέμματα, 2.000 μ2 ρε. Τηλ. 039921549.: [612, 1590, 796, 1618]
- classified-ad: ΖΗΤΩ ακίνητα άμεσης πώλησης μετρητοίς, τηλ. 822-300.: [420, 566, 603, 594]
- classified-ad: ΠΩΛΕΙΤΑΙ κομμωτήριο κυριών στην Τούμπα, Τηλ. 918-701.: [806, 1762, 990, 1789]
- classified-ad: ΟΙΚΟΔΟΜΙΚΕΣ επιχειρήσεις Στερ. Ανδρ. Μπακαΐδη, Εγνατία 19. τηλ. 512-589, 544-224, 527-837. Πωλούνται διαμερίσματα έτοιμα σε όλες τις περιοχές, τηλ. 512-589.: [228, 763, 411, 834]
- classified-ad: ΠΩΛΕΙΤΑΙ κατάστημα ψιλικών σε κεντρικό σημείο. Τηλ. 420-193.: [806, 1621, 990, 1648]
- classified-ad: ΠΩΛΕΙΤΑΙ διαμέρισμα 83 τ.μ. και 95 τ.μ. με πάρκιν και αποθήκη στον Εύοσμο. Τηλ. 814-601, 686-501.: [228, 1435, 411, 1476]
- classified-ad: ΧΑΡΙΛΑΟΥ διαμέρισμα 45 μ2, ευκαιρία, 304-995.: [228, 259, 411, 287]
- ad-column: [228, 150, 411, 2295]
- classified-ad: ΕΝΟΙΚΙΑΖΟΝΤΑΙ ανάγκες πεδίο 2.300 μ2 & εξοπλισμό. Τηλ. 514-482, 512-672.: [1000, 1049, 1184, 1076]
- classified-ad: ΖΗΤΕΙΤΑΙ βοηθός κομμωτηρίου. Τηλ. 265-765.: [1386, 888, 1539, 915]
- classified-ad: ΠΩΛΕΙΤΑΙ. Πολλούντα 4 στρέμματα επί της θάλασσας κοντά στο δάσος, τηλ. 813-610.: [612, 1076, 796, 1118]
- classified-ad: ΕΝΟΙΚΙΑΖΕΤΑΙ χώρος γραφείων 150 τ.μ. Εγνατίας. Τηλ. 237-520.: [1000, 1770, 1184, 1797]
- classified-ad: ΖΗΤΕΙΤΑΙ φοιτητής για μερική απασχόληση. Τηλ. 226-511.: [1386, 228, 1539, 255]
- classified-ad: ΖΗΤΕΙΤΑΙ μηχανικός αυτοκινήτων. Τηλ. 823-822.: [1386, 667, 1539, 694]
- classified-ad: ΜΕΛΙΣΣΟΧΩΡΙ. Αγροτεμάχια 5,5 στρ. κατάλληλο για κτήμα ή ξενοδοχείο 850.000. Τηλ. 279-314, 522-314.: [806, 151, 990, 192]
- classified-ad: ΕΝΟΙΚΙΑΖΕΤΑΙ διαμέρ. 2 ΔΣΚ, 80 τ.μ., στην Πυλαία. Τηλ. 273-322.: [1000, 1173, 1184, 1200]
- classified-ad: ΕΝΟΙΚΙΑΖΕΤΑΙ κατάστημα 100 τ.μ. κέντρο. Τηλ. 837-561.: [1000, 1629, 1184, 1656]
- section-heading: ΠΡΟΣΦΟΡΑ ΕΡΓΑΣΙΑΣ: [1194, 873, 1376, 931]
- classified-ad: ΠΡΟΣΟΧΗ στο στόλο βίλλας Αρετσούς Καλαμαριάς, Νέα Κρήνη κατασκευάζονται διαμερίσματα 85 τ.μ. από 6.100, 110 τ.μ. από 28.000 τ.μ. έως 3.500. Τηλ. 416-827.: [35, 552, 219, 624]
- classified-ad: ΔΙΑΜΕΡΙΣΜΑΤΑ 90 και 100 μ2 στο κέντρο Αγίου Παύλου, κοντά σε τρία σχολεία, τηλ. 271-293.: [420, 304, 603, 346]
- classified-ad: ΠΩΛΕΙΤΑΙ εστιατόριο λειτουργούν με πλήρη εξοπλισμό σε κεντρική θέση. Τηλ. 231-512.: [806, 1653, 990, 1694]
- classified-ad: ΖΗΤΕΙΤΑΙ ταμίας για σούπερ μάρκετ. Τηλ. 228-461.: [1386, 541, 1539, 568]
- classified-ad: ΖΗΤΕΙΤΑΙ φύλακας. Τηλ. 264-816.: [1386, 699, 1539, 726]
- classified-ad: ΤΡΙΛΟΦΟΣ. Πωλείται οικόπεδο 50 στρ. Τηλ. 274-603.: [612, 1277, 796, 1305]
- classified-ad: ΠΑΓΓΑΙΟ πωλείται 550 μ2 οικόπεδο με θέα, τηλ. 925-341.: [806, 1235, 990, 1262]
- ad-column: [612, 150, 796, 2256]
- classified-ad: ΠΩΛΕΙΤΑΙ οικόπεδο 20 στρ. στην περιοχή Θέρμης, πολύ κοντά στο Τριάδι, τηλ. 813-611.: [612, 1185, 796, 1228]
- column-rule: [224, 150, 225, 2256]
- column-rule: [607, 150, 608, 2256]
- classified-ad: ΥΠΟ κατασκευή διαμερίσματα λουξ 75—100—53 τ.μ. υπόγειο 5 ευκολίες ευκολία 5 χρόνια. Τηλέφ. 532-026.: [35, 1567, 219, 1609]
- classified-ad: ΠΩΛΕΙΤΑΙ αγροτεμάχιο 10 στρ. και 6 στρ. Βαρβάρα Ωραιοκάστρου με εγκαταστάσεις. Τηλ. 279-505.: [806, 442, 990, 485]
- classified-ad: ΠΟΤΙΔΑΙΑ οικόπεδο 390 μ2, φοβερό εμπορικό. Τηλ. 532-026.: [35, 1472, 219, 1500]
- classified-ad: ΠΩΛΕΙΤΑΙ διώροφη κατοικία 80 τ.μ. με 12 μ2 αποθήκη στη Νέα Φλογητά Χαλκιδικής, τηλ. 235-108.: [228, 1851, 411, 1893]
- classified-ad: ΠΩΛΕΙΤΑΙ εμπορικό κατάστημα με πλήρη εξοπλισμό. Τηλ. 517-474.: [806, 1589, 990, 1616]
- classified-ad: ΖΗΤΩ χωράφι για αγορά, μόνο από ιδιοκτήτη, τηλ. 415-003.: [806, 1032, 990, 1059]
- classified-ad: ΧΡΗΣΗ Πωλείται οικόπεδα στο νέο κατάρτι Ακρότη 300 τ.μ. κάθε 250 τ.μ. το στρέμμα, 037321680.: [420, 1262, 603, 1303]
